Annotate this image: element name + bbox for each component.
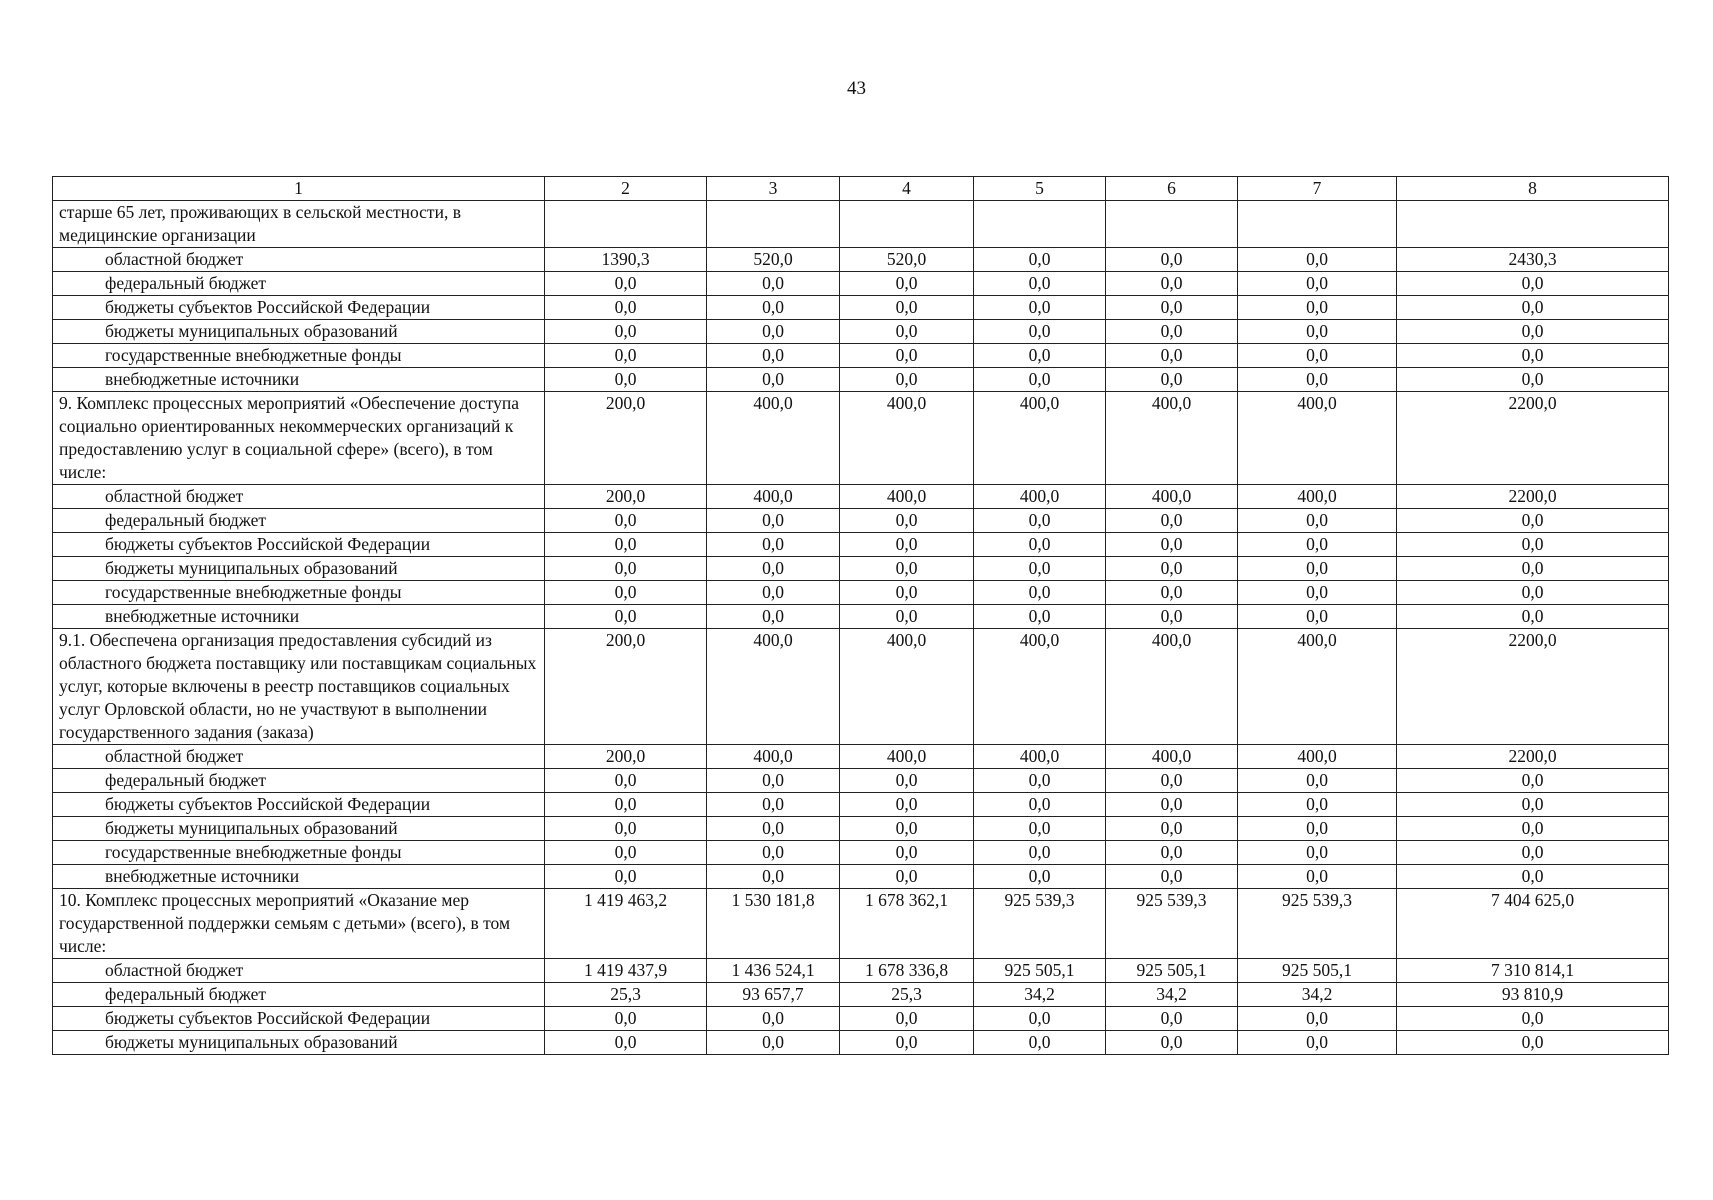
table-row [53, 745, 1669, 769]
row-value: 0,0 [1106, 817, 1238, 841]
row-value: 1 530 181,8 [707, 889, 840, 959]
row-value: 0,0 [1238, 865, 1397, 889]
row-value: 0,0 [1397, 344, 1669, 368]
row-value: 400,0 [974, 629, 1106, 745]
row-value: 34,2 [1238, 983, 1397, 1007]
row-value: 0,0 [974, 557, 1106, 581]
row-value: 1 436 524,1 [707, 959, 840, 983]
row-value: 400,0 [1106, 629, 1238, 745]
row-value: 0,0 [707, 344, 840, 368]
table-row [53, 1007, 1669, 1031]
row-label: внебюджетные источники [53, 605, 545, 629]
row-value: 0,0 [1238, 248, 1397, 272]
row-value: 400,0 [840, 392, 974, 485]
row-value: 1 678 362,1 [840, 889, 974, 959]
table-body [53, 177, 1669, 1055]
row-value: 0,0 [974, 533, 1106, 557]
table-header-row [53, 177, 1669, 201]
row-value: 200,0 [545, 629, 707, 745]
row-label: государственные внебюджетные фонды [53, 841, 545, 865]
row-value: 0,0 [974, 1007, 1106, 1031]
row-value: 0,0 [545, 320, 707, 344]
row-value: 0,0 [1397, 841, 1669, 865]
row-value: 0,0 [1397, 320, 1669, 344]
row-label: 9.1. Обеспечена организация предоставления субсидий из областного бюджета поставщику или поставщикам социальных услуг, которые включены в реестр поставщиков социальных услуг Орловской области, но не участвуют в выполнении государственного задания (заказа) [53, 629, 545, 745]
row-value: 0,0 [1238, 605, 1397, 629]
row-value: 400,0 [707, 745, 840, 769]
table-row [53, 201, 1669, 248]
row-value: 7 404 625,0 [1397, 889, 1669, 959]
row-value: 0,0 [1106, 841, 1238, 865]
row-label: 10. Комплекс процессных мероприятий «Оказание мер государственной поддержки семьям с детьми» (всего), в том числе: [53, 889, 545, 959]
row-value: 0,0 [707, 581, 840, 605]
row-value: 0,0 [707, 320, 840, 344]
row-label: бюджеты субъектов Российской Федерации [53, 296, 545, 320]
row-value: 0,0 [1106, 605, 1238, 629]
row-value: 200,0 [545, 392, 707, 485]
row-value: 0,0 [545, 841, 707, 865]
row-value: 0,0 [1238, 1031, 1397, 1055]
row-value: 1390,3 [545, 248, 707, 272]
row-value: 0,0 [1106, 1031, 1238, 1055]
row-value: 0,0 [1238, 769, 1397, 793]
row-value: 7 310 814,1 [1397, 959, 1669, 983]
row-value: 0,0 [1397, 509, 1669, 533]
row-value: 2200,0 [1397, 392, 1669, 485]
page-number: 43 [847, 78, 866, 99]
row-value: 0,0 [1106, 248, 1238, 272]
row-value: 200,0 [545, 745, 707, 769]
row-value: 25,3 [545, 983, 707, 1007]
row-value: 0,0 [707, 605, 840, 629]
row-value: 0,0 [840, 320, 974, 344]
row-value: 0,0 [840, 769, 974, 793]
row-label: внебюджетные источники [53, 865, 545, 889]
row-label: областной бюджет [53, 485, 545, 509]
header-cell: 3 [707, 177, 840, 201]
row-value: 0,0 [1397, 1031, 1669, 1055]
row-value: 0,0 [974, 320, 1106, 344]
row-value: 0,0 [1238, 817, 1397, 841]
row-value: 0,0 [545, 793, 707, 817]
row-value: 400,0 [1238, 745, 1397, 769]
row-value: 0,0 [974, 605, 1106, 629]
row-value: 400,0 [1238, 392, 1397, 485]
row-value: 0,0 [974, 865, 1106, 889]
row-value: 0,0 [840, 1007, 974, 1031]
row-value: 0,0 [974, 368, 1106, 392]
row-label: федеральный бюджет [53, 272, 545, 296]
row-value: 0,0 [545, 581, 707, 605]
row-value: 0,0 [840, 605, 974, 629]
row-value: 0,0 [1238, 841, 1397, 865]
row-value: 0,0 [974, 769, 1106, 793]
row-value: 0,0 [1238, 557, 1397, 581]
row-value: 925 505,1 [974, 959, 1106, 983]
row-value: 0,0 [840, 557, 974, 581]
row-value: 0,0 [840, 793, 974, 817]
row-value: 925 539,3 [1238, 889, 1397, 959]
table-row [53, 509, 1669, 533]
table-row [53, 557, 1669, 581]
row-value: 0,0 [1397, 533, 1669, 557]
row-value: 0,0 [1238, 296, 1397, 320]
row-value: 925 505,1 [1238, 959, 1397, 983]
row-value: 93 657,7 [707, 983, 840, 1007]
row-value: 400,0 [840, 485, 974, 509]
row-value: 0,0 [974, 509, 1106, 533]
table-row [53, 793, 1669, 817]
row-value: 0,0 [1106, 557, 1238, 581]
row-value: 0,0 [1397, 769, 1669, 793]
row-value: 0,0 [974, 581, 1106, 605]
row-value [1238, 201, 1397, 248]
row-value: 200,0 [545, 485, 707, 509]
row-value: 0,0 [1238, 344, 1397, 368]
row-value: 0,0 [707, 793, 840, 817]
table-row [53, 581, 1669, 605]
row-value: 34,2 [974, 983, 1106, 1007]
row-value: 0,0 [545, 344, 707, 368]
row-label: областной бюджет [53, 745, 545, 769]
row-value: 0,0 [1397, 296, 1669, 320]
row-value [840, 201, 974, 248]
header-cell: 1 [53, 177, 545, 201]
row-value: 0,0 [707, 841, 840, 865]
row-value: 0,0 [840, 272, 974, 296]
row-value: 925 505,1 [1106, 959, 1238, 983]
table-row [53, 320, 1669, 344]
row-value: 0,0 [1397, 865, 1669, 889]
header-cell: 8 [1397, 177, 1669, 201]
row-value: 0,0 [1238, 793, 1397, 817]
row-label: бюджеты муниципальных образований [53, 320, 545, 344]
row-value: 400,0 [1106, 485, 1238, 509]
row-label: федеральный бюджет [53, 769, 545, 793]
row-value: 0,0 [840, 296, 974, 320]
row-value: 0,0 [974, 248, 1106, 272]
row-value: 0,0 [1238, 368, 1397, 392]
row-label: бюджеты муниципальных образований [53, 817, 545, 841]
row-value [1106, 201, 1238, 248]
row-label: областной бюджет [53, 959, 545, 983]
row-value: 400,0 [840, 629, 974, 745]
row-value: 520,0 [840, 248, 974, 272]
row-label: бюджеты муниципальных образований [53, 557, 545, 581]
row-value: 0,0 [707, 533, 840, 557]
row-value: 0,0 [545, 1031, 707, 1055]
table-row [53, 983, 1669, 1007]
row-value: 0,0 [545, 368, 707, 392]
row-value: 0,0 [974, 272, 1106, 296]
table-row [53, 296, 1669, 320]
table-row [53, 485, 1669, 509]
row-value: 400,0 [974, 392, 1106, 485]
table-row [53, 344, 1669, 368]
row-value: 400,0 [1106, 745, 1238, 769]
table-row [53, 889, 1669, 959]
table-row [53, 272, 1669, 296]
table-row [53, 629, 1669, 745]
row-value: 520,0 [707, 248, 840, 272]
row-value [1397, 201, 1669, 248]
row-value: 2200,0 [1397, 745, 1669, 769]
row-value: 0,0 [1397, 1007, 1669, 1031]
row-value: 2200,0 [1397, 485, 1669, 509]
row-label: старше 65 лет, проживающих в сельской местности, в медицинские организации [53, 201, 545, 248]
row-value: 400,0 [707, 485, 840, 509]
row-value: 0,0 [1106, 793, 1238, 817]
row-value: 0,0 [840, 581, 974, 605]
header-cell: 5 [974, 177, 1106, 201]
row-value: 0,0 [707, 296, 840, 320]
row-value: 0,0 [1106, 368, 1238, 392]
row-value [545, 201, 707, 248]
table-row [53, 959, 1669, 983]
table-row [53, 605, 1669, 629]
row-label: федеральный бюджет [53, 983, 545, 1007]
row-value: 0,0 [1238, 581, 1397, 605]
row-value: 2430,3 [1397, 248, 1669, 272]
row-value: 25,3 [840, 983, 974, 1007]
row-value: 0,0 [545, 1007, 707, 1031]
row-value: 0,0 [974, 1031, 1106, 1055]
row-label: государственные внебюджетные фонды [53, 344, 545, 368]
row-value: 0,0 [1397, 272, 1669, 296]
row-value: 0,0 [1397, 817, 1669, 841]
row-label: внебюджетные источники [53, 368, 545, 392]
row-label: бюджеты субъектов Российской Федерации [53, 1007, 545, 1031]
row-value: 0,0 [840, 865, 974, 889]
table-row [53, 1031, 1669, 1055]
row-value: 0,0 [974, 296, 1106, 320]
row-value: 0,0 [707, 1007, 840, 1031]
table-row [53, 841, 1669, 865]
row-value: 0,0 [1238, 272, 1397, 296]
row-value: 0,0 [1106, 581, 1238, 605]
row-value: 0,0 [1397, 605, 1669, 629]
row-value: 1 419 437,9 [545, 959, 707, 983]
row-value: 400,0 [707, 629, 840, 745]
row-value: 0,0 [545, 557, 707, 581]
row-value: 0,0 [707, 817, 840, 841]
row-value: 0,0 [545, 865, 707, 889]
row-value: 0,0 [1106, 344, 1238, 368]
row-value: 0,0 [1397, 557, 1669, 581]
row-value: 0,0 [840, 817, 974, 841]
table-row [53, 817, 1669, 841]
row-value: 0,0 [1106, 296, 1238, 320]
row-label: областной бюджет [53, 248, 545, 272]
row-value: 0,0 [545, 533, 707, 557]
row-value: 0,0 [545, 296, 707, 320]
row-value: 0,0 [840, 368, 974, 392]
row-label: государственные внебюджетные фонды [53, 581, 545, 605]
row-value: 93 810,9 [1397, 983, 1669, 1007]
row-value: 0,0 [1106, 272, 1238, 296]
row-value: 0,0 [840, 1031, 974, 1055]
row-value: 0,0 [840, 841, 974, 865]
row-value: 0,0 [545, 509, 707, 533]
row-value: 0,0 [545, 272, 707, 296]
row-value: 0,0 [1106, 1007, 1238, 1031]
row-value [707, 201, 840, 248]
table-row [53, 533, 1669, 557]
row-value: 0,0 [707, 272, 840, 296]
row-label: бюджеты субъектов Российской Федерации [53, 533, 545, 557]
row-value: 0,0 [707, 1031, 840, 1055]
row-value: 925 539,3 [1106, 889, 1238, 959]
row-value: 2200,0 [1397, 629, 1669, 745]
row-value: 925 539,3 [974, 889, 1106, 959]
row-value: 0,0 [545, 817, 707, 841]
header-cell: 4 [840, 177, 974, 201]
row-value: 400,0 [840, 745, 974, 769]
row-value: 0,0 [707, 368, 840, 392]
row-label: 9. Комплекс процессных мероприятий «Обеспечение доступа социально ориентированных некоммерческих организаций к предоставлению услуг в социальной сфере» (всего), в том числе: [53, 392, 545, 485]
row-value: 0,0 [707, 865, 840, 889]
row-value: 0,0 [840, 533, 974, 557]
row-value: 400,0 [1106, 392, 1238, 485]
row-value: 0,0 [974, 793, 1106, 817]
row-value: 0,0 [974, 817, 1106, 841]
row-value: 400,0 [974, 745, 1106, 769]
row-value: 34,2 [1106, 983, 1238, 1007]
row-value: 0,0 [545, 769, 707, 793]
row-value: 0,0 [1238, 1007, 1397, 1031]
row-value: 0,0 [1238, 320, 1397, 344]
table-row [53, 392, 1669, 485]
header-cell: 7 [1238, 177, 1397, 201]
row-value: 0,0 [1397, 581, 1669, 605]
row-value: 0,0 [707, 769, 840, 793]
row-value: 0,0 [840, 509, 974, 533]
row-value: 400,0 [974, 485, 1106, 509]
row-label: федеральный бюджет [53, 509, 545, 533]
row-value: 400,0 [707, 392, 840, 485]
table-row [53, 769, 1669, 793]
row-value: 0,0 [545, 605, 707, 629]
row-value: 0,0 [1397, 368, 1669, 392]
row-value: 1 419 463,2 [545, 889, 707, 959]
row-value: 0,0 [1106, 769, 1238, 793]
row-value: 0,0 [1238, 509, 1397, 533]
header-cell: 2 [545, 177, 707, 201]
row-value: 0,0 [974, 344, 1106, 368]
row-value: 0,0 [974, 841, 1106, 865]
table-row [53, 248, 1669, 272]
row-value: 0,0 [1397, 793, 1669, 817]
row-value: 0,0 [1106, 865, 1238, 889]
row-value: 0,0 [1238, 533, 1397, 557]
row-value: 0,0 [707, 557, 840, 581]
header-cell: 6 [1106, 177, 1238, 201]
table-row [53, 865, 1669, 889]
budget-table [52, 176, 1669, 1055]
row-value: 400,0 [1238, 629, 1397, 745]
row-value [974, 201, 1106, 248]
row-value: 0,0 [1106, 533, 1238, 557]
row-value: 0,0 [707, 509, 840, 533]
row-label: бюджеты муниципальных образований [53, 1031, 545, 1055]
row-label: бюджеты субъектов Российской Федерации [53, 793, 545, 817]
row-value: 0,0 [840, 344, 974, 368]
row-value: 0,0 [1106, 509, 1238, 533]
row-value: 400,0 [1238, 485, 1397, 509]
row-value: 0,0 [1106, 320, 1238, 344]
table-row [53, 368, 1669, 392]
row-value: 1 678 336,8 [840, 959, 974, 983]
